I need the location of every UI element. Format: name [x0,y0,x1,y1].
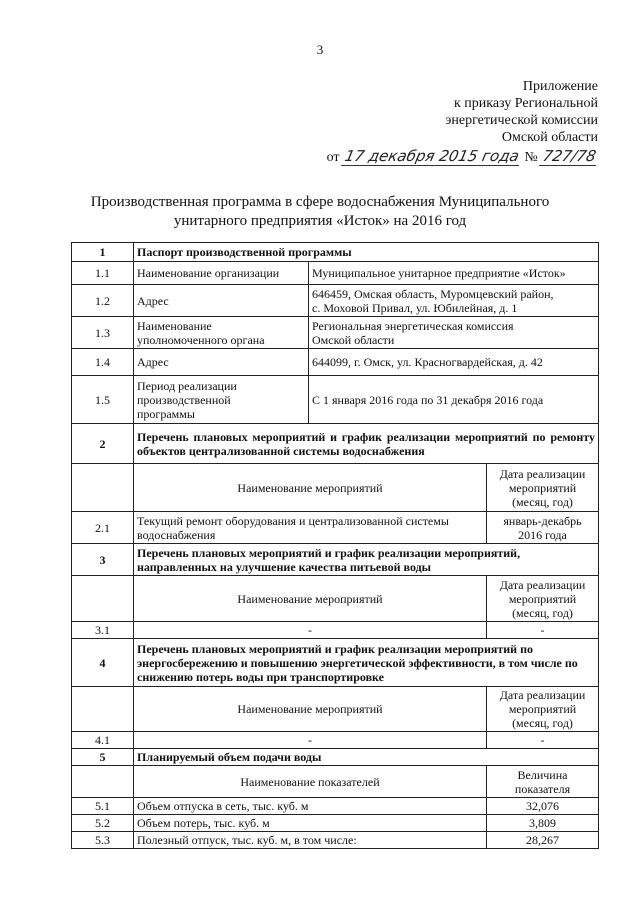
row-label: Полезный отпуск, тыс. куб. м, в том числе: [134,832,487,849]
section-title: Перечень плановых мероприятий и график реализации мероприятий по ремонту объектов централизованной системы водоснабжения [134,424,599,464]
handwritten-number: 727/78 [539,147,600,166]
section-row [72,639,599,687]
empty-cell [72,687,134,732]
production-program-table [71,242,599,849]
row-value: 32,076 [487,798,599,815]
section-title: Перечень плановых мероприятий и график реализации мероприятий, направленных на улучшение качества питьевой воды [134,544,599,576]
row-label: Адрес [134,349,309,376]
section-number: 1 [72,243,134,262]
label-line: Период реализации [137,378,237,393]
table-row [72,317,599,349]
appendix-line: к приказу Региональной [453,96,598,111]
table-header-row [72,576,599,622]
row-value: 28,267 [487,832,599,849]
value-line: Региональная энергетическая комиссия [312,318,514,333]
empty-cell [72,464,134,512]
table-row [72,732,599,749]
value-line: январь-декабрь [503,513,582,528]
row-label: Текущий ремонт оборудования и централизованной системы водоснабжения [134,512,487,544]
document-title [80,193,560,231]
table-row [72,262,599,285]
row-value: - [487,732,599,749]
appendix-line: энергетической комиссии [445,113,598,128]
section-number: 3 [72,544,134,576]
section-row [72,424,599,464]
header-line: Дата реализации [499,577,586,592]
header-line: показателя [514,781,571,796]
row-number: 1.5 [72,376,134,424]
handwritten-date: 17 декабря 2015 года [341,147,523,166]
section-row [72,243,599,262]
row-number: 1.2 [72,285,134,317]
row-number: 4.1 [72,732,134,749]
header-line: мероприятий [508,591,577,606]
row-number: 5.1 [72,798,134,815]
row-label: Объем потерь, тыс. куб. м [134,815,487,832]
section-number: 4 [72,639,134,687]
row-label: - [134,732,487,749]
row-number: 1.1 [72,262,134,285]
section-title: Перечень плановых мероприятий и график реализации мероприятий по энергосбережению и повышению энергетической эффективности, в том числе по снижению потерь воды при транспортировке [134,639,599,687]
row-value [309,285,599,317]
label-line: уполномоченного органа [137,332,265,347]
appendix-line: Приложение [522,79,598,94]
row-number: 1.4 [72,349,134,376]
title-line: Производственная программа в сфере водоснабжения Муниципального [90,194,550,210]
value-line: 2016 года [518,527,567,542]
column-header: Наименование мероприятий [134,464,487,512]
table-row [72,376,599,424]
value-line: с. Моховой Привал, ул. Юбилейная, д. 1 [312,300,518,315]
section-row [72,749,599,766]
empty-cell [72,766,134,798]
row-number: 2.1 [72,512,134,544]
row-value [309,317,599,349]
from-label: от [326,150,340,165]
table-header-row [72,464,599,512]
header-line: (месяц, год) [512,605,573,620]
column-header [487,576,599,622]
order-date-number [327,147,598,166]
table-row [72,285,599,317]
table-row [72,798,599,815]
row-label: Наименование организации [134,262,309,285]
table-row [72,815,599,832]
table-header-row [72,766,599,798]
row-value: - [487,622,599,639]
empty-cell [72,576,134,622]
row-value: С 1 января 2016 года по 31 декабря 2016 года [309,376,599,424]
column-header [487,687,599,732]
row-number: 5.2 [72,815,134,832]
table-row [72,349,599,376]
row-label [134,317,309,349]
table-row [72,622,599,639]
header-line: Дата реализации [499,688,586,702]
column-header [487,464,599,512]
column-header: Наименование мероприятий [134,576,487,622]
row-value: Муниципальное унитарное предприятие «Исток» [309,262,599,285]
section-title: Планируемый объем подачи воды [134,749,599,766]
row-label: Объем отпуска в сеть, тыс. куб. м [134,798,487,815]
row-number: 3.1 [72,622,134,639]
number-label: № [524,150,538,165]
section-title: Паспорт производственной программы [134,243,599,262]
row-number: 1.3 [72,317,134,349]
header-line: мероприятий [508,702,577,716]
appendix-header [445,78,598,146]
table-row [72,832,599,849]
header-line: Величина [517,767,568,782]
value-line: Омской области [312,332,395,347]
value-line: 646459, Омская область, Муромцевский район, [312,286,554,301]
appendix-line: Омской области [501,130,598,145]
row-value: 644099, г. Омск, ул. Красногвардейская, д. 42 [309,349,599,376]
row-number: 5.3 [72,832,134,849]
column-header: Наименование показателей [134,766,487,798]
label-line: производственной [137,392,231,407]
label-line: программы [137,406,195,421]
column-header [487,766,599,798]
row-label: - [134,622,487,639]
table-row [72,512,599,544]
section-number: 2 [72,424,134,464]
row-label: Адрес [134,285,309,317]
section-number: 5 [72,749,134,766]
title-line: унитарного предприятия «Исток» на 2016 год [173,213,467,229]
row-value: 3,809 [487,815,599,832]
header-line: мероприятий [508,480,577,495]
table-header-row [72,687,599,732]
row-value [487,512,599,544]
column-header: Наименование мероприятий [134,687,487,732]
row-label [134,376,309,424]
page-number: 3 [316,42,324,57]
label-line: Наименование [137,318,212,333]
header-line: (месяц, год) [512,494,573,509]
header-line: Дата реализации [499,466,586,481]
header-line: (месяц, год) [512,716,573,730]
section-row [72,544,599,576]
